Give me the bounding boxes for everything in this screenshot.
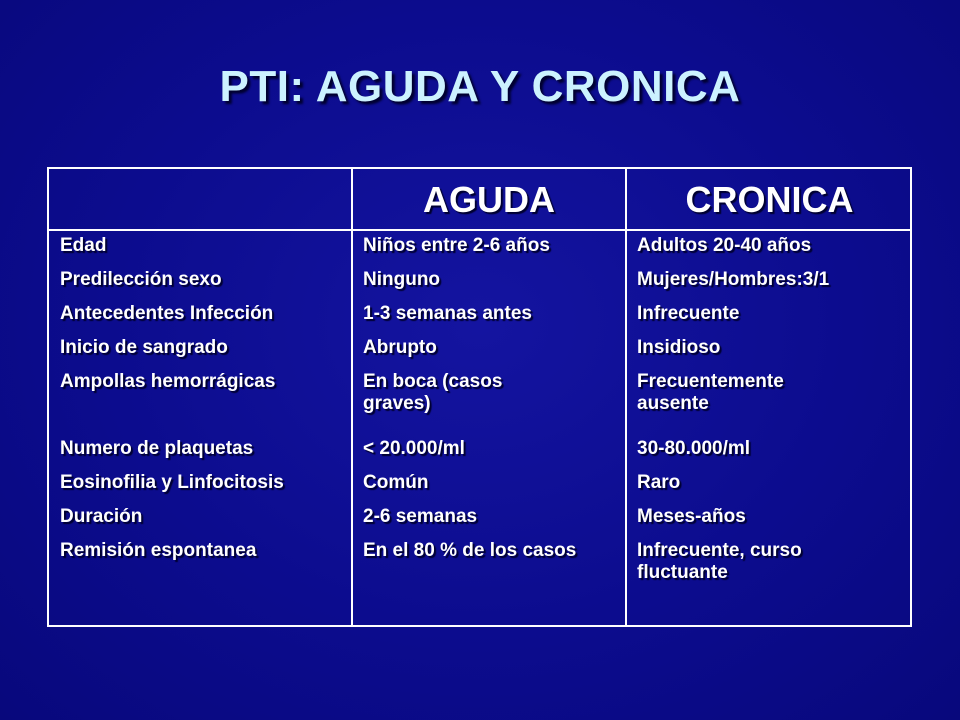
label-cell: Antecedentes Infección xyxy=(60,303,274,324)
aguda-cell: Común xyxy=(363,472,429,493)
aguda-cell: Abrupto xyxy=(363,337,437,358)
label-cell: Duración xyxy=(60,506,143,527)
label-cell: Edad xyxy=(60,235,107,256)
cronica-cell: Frecuentemente ausente xyxy=(637,371,784,414)
aguda-cell: En boca (casos graves) xyxy=(363,371,503,414)
label-cell: Numero de plaquetas xyxy=(60,438,254,459)
aguda-cell: 1-3 semanas antes xyxy=(363,303,532,324)
label-cell: Ampollas hemorrágicas xyxy=(60,371,276,392)
header-divider xyxy=(49,229,910,231)
aguda-cell: Niños entre 2-6 años xyxy=(363,235,550,256)
slide-title: PTI: AGUDA Y CRONICA xyxy=(219,62,741,111)
aguda-cell: 2-6 semanas xyxy=(363,506,478,527)
label-cell: Predilección sexo xyxy=(60,269,222,290)
cronica-cell: 30-80.000/ml xyxy=(637,438,751,459)
label-cell: Inicio de sangrado xyxy=(60,337,228,358)
comparison-table xyxy=(47,167,912,627)
cronica-cell: Infrecuente xyxy=(637,303,740,324)
label-cell: Remisión espontanea xyxy=(60,540,257,561)
header-aguda: AGUDA xyxy=(423,179,555,220)
header-cronica: CRONICA xyxy=(685,179,854,220)
cronica-cell: Raro xyxy=(637,472,681,493)
cronica-cell: Infrecuente, curso fluctuante xyxy=(637,540,802,583)
header-empty xyxy=(49,171,351,229)
cronica-cell: Meses-años xyxy=(637,506,746,527)
column-divider xyxy=(625,169,627,625)
column-divider xyxy=(351,169,353,625)
cronica-cell: Adultos 20-40 años xyxy=(637,235,812,256)
aguda-cell: Ninguno xyxy=(363,269,441,290)
cronica-cell: Insidioso xyxy=(637,337,721,358)
cronica-cell: Mujeres/Hombres:3/1 xyxy=(637,269,830,290)
aguda-cell: < 20.000/ml xyxy=(363,438,465,459)
label-cell: Eosinofilia y Linfocitosis xyxy=(60,472,284,493)
aguda-cell: En el 80 % de los casos xyxy=(363,540,577,561)
